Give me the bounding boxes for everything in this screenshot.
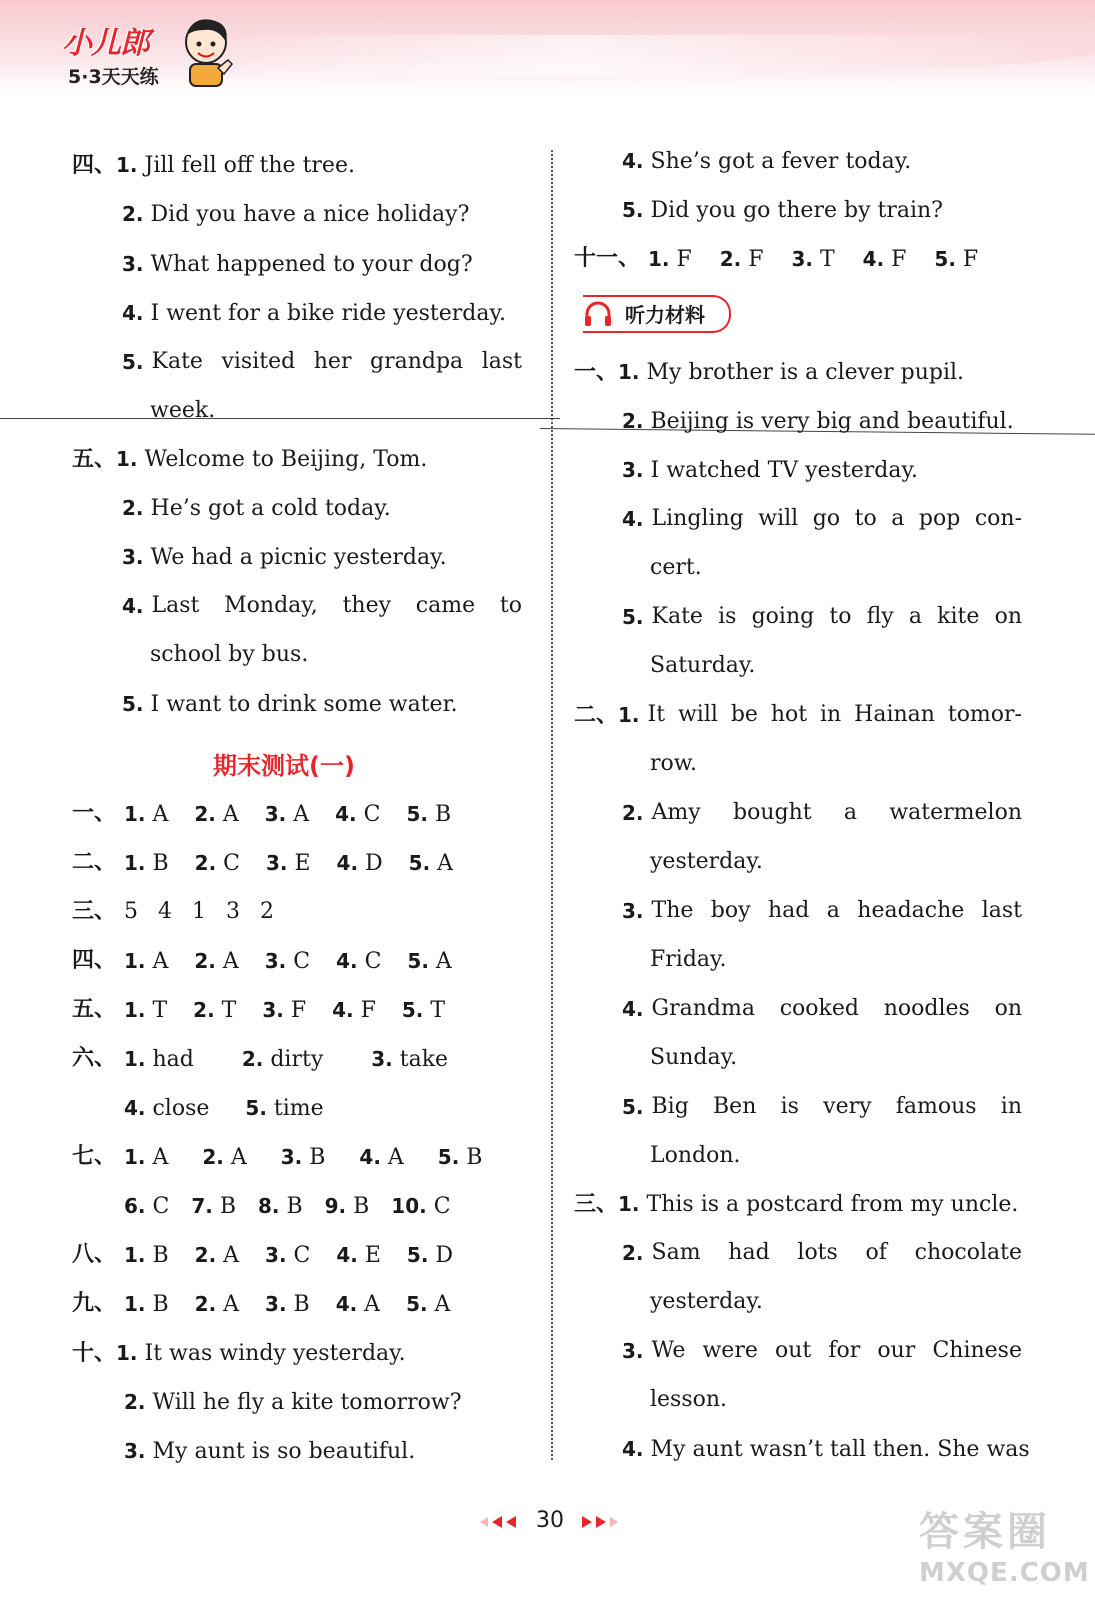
answer-item: 3. A xyxy=(264,802,310,827)
answer-item: 3. T xyxy=(791,247,835,272)
item-number: 3. xyxy=(622,1339,644,1363)
item-number: 1. xyxy=(116,153,138,177)
list-item xyxy=(72,444,427,475)
item-text: This is a postcard from my uncle. xyxy=(646,1192,1019,1217)
list-item xyxy=(622,1434,1030,1465)
answer-items xyxy=(124,799,477,830)
answer-item: 4. F xyxy=(332,998,376,1023)
answer-item: 9. B xyxy=(324,1194,370,1219)
section-label: 二、 xyxy=(574,703,619,728)
item-number: 2. xyxy=(122,202,144,226)
section-label: 四、 xyxy=(72,153,117,178)
answer-item: 8. B xyxy=(257,1194,303,1219)
item-number: 4. xyxy=(122,594,144,618)
section-label: 九、 xyxy=(72,1291,117,1316)
item-text: Welcome to Beijing, Tom. xyxy=(144,447,428,472)
list-item xyxy=(122,347,522,378)
section-label: 六、 xyxy=(72,1046,117,1071)
answer-item: 5. time xyxy=(245,1096,324,1121)
item-text: Lingling will go to a pop con- xyxy=(651,506,1022,531)
item-text-continued: school by bus. xyxy=(150,642,309,667)
answer-item: 2. A xyxy=(202,1145,247,1170)
answer-item: 5. T xyxy=(401,998,446,1023)
answer-row xyxy=(72,1240,116,1270)
item-number: 5. xyxy=(122,692,144,716)
answer-item: 7. B xyxy=(191,1194,236,1219)
scan-fold-line xyxy=(0,418,560,419)
list-item xyxy=(124,1387,462,1418)
list-item xyxy=(622,602,1022,633)
answer-item: 3. C xyxy=(264,949,311,974)
item-text: I watched TV yesterday. xyxy=(650,458,918,483)
answer-items xyxy=(124,946,478,977)
list-item xyxy=(622,896,1022,927)
section-label: 八、 xyxy=(72,1242,117,1267)
answer-item: 4. C xyxy=(335,802,381,827)
section-label: 一、 xyxy=(574,360,619,385)
headphones-icon xyxy=(583,301,613,327)
item-text: He’s got a cold today. xyxy=(150,496,391,521)
item-text: Did you go there by train? xyxy=(650,198,943,223)
item-text: I want to drink some water. xyxy=(150,692,458,717)
item-number: 2. xyxy=(124,1390,146,1414)
item-text: I went for a bike ride yesterday. xyxy=(150,301,506,326)
answer-item: 1. A xyxy=(124,949,169,974)
item-number: 1. xyxy=(618,360,640,384)
item-text: My aunt wasn’t tall then. She was xyxy=(650,1437,1030,1462)
list-item xyxy=(122,493,391,524)
watermark-domain: MXQE.COM xyxy=(919,1558,1090,1588)
answer-item: 3. take xyxy=(371,1047,449,1072)
answer-row xyxy=(72,1289,116,1319)
test-title: 期末测试(一) xyxy=(213,752,355,780)
section-label: 一、 xyxy=(72,801,117,826)
list-item xyxy=(122,298,506,329)
item-text: Kate visited her grandpa last xyxy=(151,349,522,374)
answer-item: 3 xyxy=(226,899,240,924)
answer-items xyxy=(124,897,294,927)
list-item xyxy=(122,542,447,573)
answer-row xyxy=(72,946,116,976)
tag-label: 听力材料 xyxy=(625,303,705,327)
answer-item: 1 xyxy=(192,899,206,924)
previous-arrows-icon xyxy=(470,1514,526,1530)
answer-items xyxy=(648,244,1006,275)
answer-item: 10. C xyxy=(391,1194,451,1219)
item-number: 1. xyxy=(618,1192,640,1216)
answer-item: 1. had xyxy=(124,1047,194,1072)
answer-item: 5. B xyxy=(406,802,452,827)
item-number: 2. xyxy=(122,496,144,520)
list-item xyxy=(622,994,1022,1025)
answer-item: 1. B xyxy=(124,851,169,876)
answer-item: 1. T xyxy=(124,998,168,1023)
item-text: What happened to your dog? xyxy=(150,252,473,277)
item-text-continued: yesterday. xyxy=(650,849,763,874)
answer-item: 4. D xyxy=(336,851,383,876)
item-text: My brother is a clever pupil. xyxy=(646,360,965,385)
answer-item: 1. F xyxy=(648,247,692,272)
answer-item: 1. B xyxy=(124,1292,169,1317)
answer-item: 3. E xyxy=(265,851,311,876)
item-number: 2. xyxy=(622,1241,644,1265)
series-name: 5·3天天练 xyxy=(68,66,159,88)
watermark-text: 答案圈 xyxy=(919,1509,1051,1555)
item-text: Amy bought a watermelon xyxy=(651,800,1022,825)
item-text: Sam had lots of chocolate xyxy=(651,1240,1022,1265)
item-number: 1. xyxy=(116,447,138,471)
item-text-continued: yesterday. xyxy=(650,1289,763,1314)
list-item xyxy=(622,406,1014,437)
list-item xyxy=(622,195,943,226)
item-number: 1. xyxy=(618,703,640,727)
item-text: Last Monday, they came to xyxy=(151,593,522,618)
answer-item: 2. A xyxy=(194,1292,240,1317)
section-label: 五、 xyxy=(72,447,117,472)
item-text: Did you have a nice holiday? xyxy=(150,202,470,227)
item-text: We were out for our Chinese xyxy=(651,1338,1022,1363)
item-text: Jill fell off the tree. xyxy=(144,153,355,178)
item-text-continued: row. xyxy=(650,751,697,776)
item-number: 4. xyxy=(122,301,144,325)
answer-item: 3. B xyxy=(265,1292,310,1317)
section-label: 二、 xyxy=(72,850,117,875)
item-text-continued: Saturday. xyxy=(650,653,756,678)
item-number: 4. xyxy=(622,149,644,173)
section-label: 七、 xyxy=(72,1144,117,1169)
item-text: It will be hot in Hainan tomor- xyxy=(647,702,1022,727)
item-number: 5. xyxy=(122,350,144,374)
list-item xyxy=(122,249,473,280)
item-number: 4. xyxy=(622,997,644,1021)
list-item xyxy=(622,146,911,177)
list-item xyxy=(124,1436,415,1467)
answer-item: 3. C xyxy=(265,1243,311,1268)
mascot-icon xyxy=(178,16,236,88)
item-text-continued: week. xyxy=(150,398,216,423)
answer-row xyxy=(574,244,640,274)
item-number: 1. xyxy=(116,1341,138,1365)
answer-item: 5. A xyxy=(406,1292,451,1317)
answer-items xyxy=(124,995,471,1026)
list-item xyxy=(622,504,1022,535)
answer-item: 2 xyxy=(260,899,274,924)
list-item xyxy=(622,798,1022,829)
item-text: Grandma cooked noodles on xyxy=(651,996,1022,1021)
list-item xyxy=(72,150,355,181)
answer-item: 1. B xyxy=(124,1243,169,1268)
item-text-continued: Friday. xyxy=(650,947,727,972)
answer-item: 1. A xyxy=(124,1145,169,1170)
item-number: 5. xyxy=(622,198,644,222)
answer-items xyxy=(124,1289,476,1320)
list-item xyxy=(122,689,458,720)
answer-item: 2. dirty xyxy=(241,1047,324,1072)
answer-item: 2. T xyxy=(193,998,237,1023)
answer-items xyxy=(124,1191,473,1222)
answer-items xyxy=(124,1142,516,1173)
section-label: 五、 xyxy=(72,997,117,1022)
answer-row xyxy=(72,995,116,1025)
answer-item: 5 xyxy=(124,899,138,924)
item-text: Beijing is very big and beautiful. xyxy=(650,409,1014,434)
item-text: She’s got a fever today. xyxy=(650,149,912,174)
item-number: 3. xyxy=(622,899,644,923)
answer-item: 3. B xyxy=(280,1145,326,1170)
item-number: 4. xyxy=(622,1437,644,1461)
answer-item: 6. C xyxy=(124,1194,170,1219)
item-text: My aunt is so beautiful. xyxy=(152,1439,416,1464)
item-text: Big Ben is very famous in xyxy=(651,1094,1022,1119)
answer-item: 1. A xyxy=(124,802,169,827)
list-item xyxy=(622,455,918,486)
section-label: 十、 xyxy=(72,1341,117,1366)
answer-item: 2. A xyxy=(194,1243,240,1268)
page-indicator xyxy=(470,1508,640,1538)
item-text-continued: Sunday. xyxy=(650,1045,738,1070)
brand-name: 小儿郎 xyxy=(62,26,149,61)
item-text-continued: lesson. xyxy=(650,1387,728,1412)
item-text: We had a picnic yesterday. xyxy=(150,545,447,570)
list-item xyxy=(122,199,469,230)
section-label: 三、 xyxy=(574,1192,619,1217)
list-item xyxy=(622,1238,1022,1269)
next-arrows-icon xyxy=(580,1514,636,1530)
answer-row xyxy=(72,897,116,927)
answer-item: 4. F xyxy=(862,247,907,272)
answer-item: 5. A xyxy=(407,949,452,974)
answer-item: 5. B xyxy=(437,1145,483,1170)
answer-item: 2. A xyxy=(194,802,239,827)
answer-item: 2. C xyxy=(194,851,240,876)
item-text: It was windy yesterday. xyxy=(144,1341,406,1366)
item-text: The boy had a headache last xyxy=(651,898,1022,923)
item-text: Will he fly a kite tomorrow? xyxy=(152,1390,462,1415)
list-item xyxy=(574,357,964,388)
item-number: 5. xyxy=(622,605,644,629)
answer-item: 2. A xyxy=(194,949,239,974)
item-number: 2. xyxy=(622,801,644,825)
item-number: 3. xyxy=(124,1439,146,1463)
answer-row xyxy=(72,799,116,829)
list-item xyxy=(622,1092,1022,1123)
answer-item: 3. F xyxy=(262,998,307,1023)
item-number: 3. xyxy=(622,458,644,482)
answer-item: 5. D xyxy=(406,1243,454,1268)
list-item xyxy=(72,1338,406,1369)
answer-item: 4. close xyxy=(124,1096,210,1121)
item-number: 3. xyxy=(122,252,144,276)
item-number: 2. xyxy=(622,409,644,433)
item-number: 3. xyxy=(122,545,144,569)
answer-row xyxy=(72,848,116,878)
section-label: 三、 xyxy=(72,899,117,924)
answer-items xyxy=(124,1093,360,1124)
list-item xyxy=(574,1189,1018,1220)
listening-material-tag xyxy=(583,295,733,333)
answer-item: 5. F xyxy=(934,247,979,272)
answer-item: 4. A xyxy=(359,1145,404,1170)
answer-item: 5. A xyxy=(408,851,454,876)
list-item xyxy=(122,591,522,622)
answer-item: 4. E xyxy=(336,1243,381,1268)
section-label: 四、 xyxy=(72,948,117,973)
watermark xyxy=(915,1500,1090,1595)
answer-item: 2. F xyxy=(719,247,764,272)
answer-items xyxy=(124,1044,496,1075)
item-text-continued: London. xyxy=(650,1143,741,1168)
answer-row xyxy=(72,1142,116,1172)
answer-item: 4. C xyxy=(336,949,382,974)
column-divider xyxy=(551,150,553,1460)
answer-items xyxy=(124,848,479,879)
list-item xyxy=(574,700,1022,731)
answer-item: 4 xyxy=(158,899,172,924)
answer-items xyxy=(124,1240,479,1271)
item-number: 5. xyxy=(622,1095,644,1119)
list-item xyxy=(622,1336,1022,1367)
item-number: 4. xyxy=(622,507,644,531)
page-number: 30 xyxy=(536,1508,564,1533)
item-text-continued: cert. xyxy=(650,555,702,580)
answer-item: 4. A xyxy=(335,1292,381,1317)
answer-row xyxy=(72,1044,116,1074)
item-text: Kate is going to fly a kite on xyxy=(651,604,1022,629)
section-label: 十一、 xyxy=(574,246,641,271)
